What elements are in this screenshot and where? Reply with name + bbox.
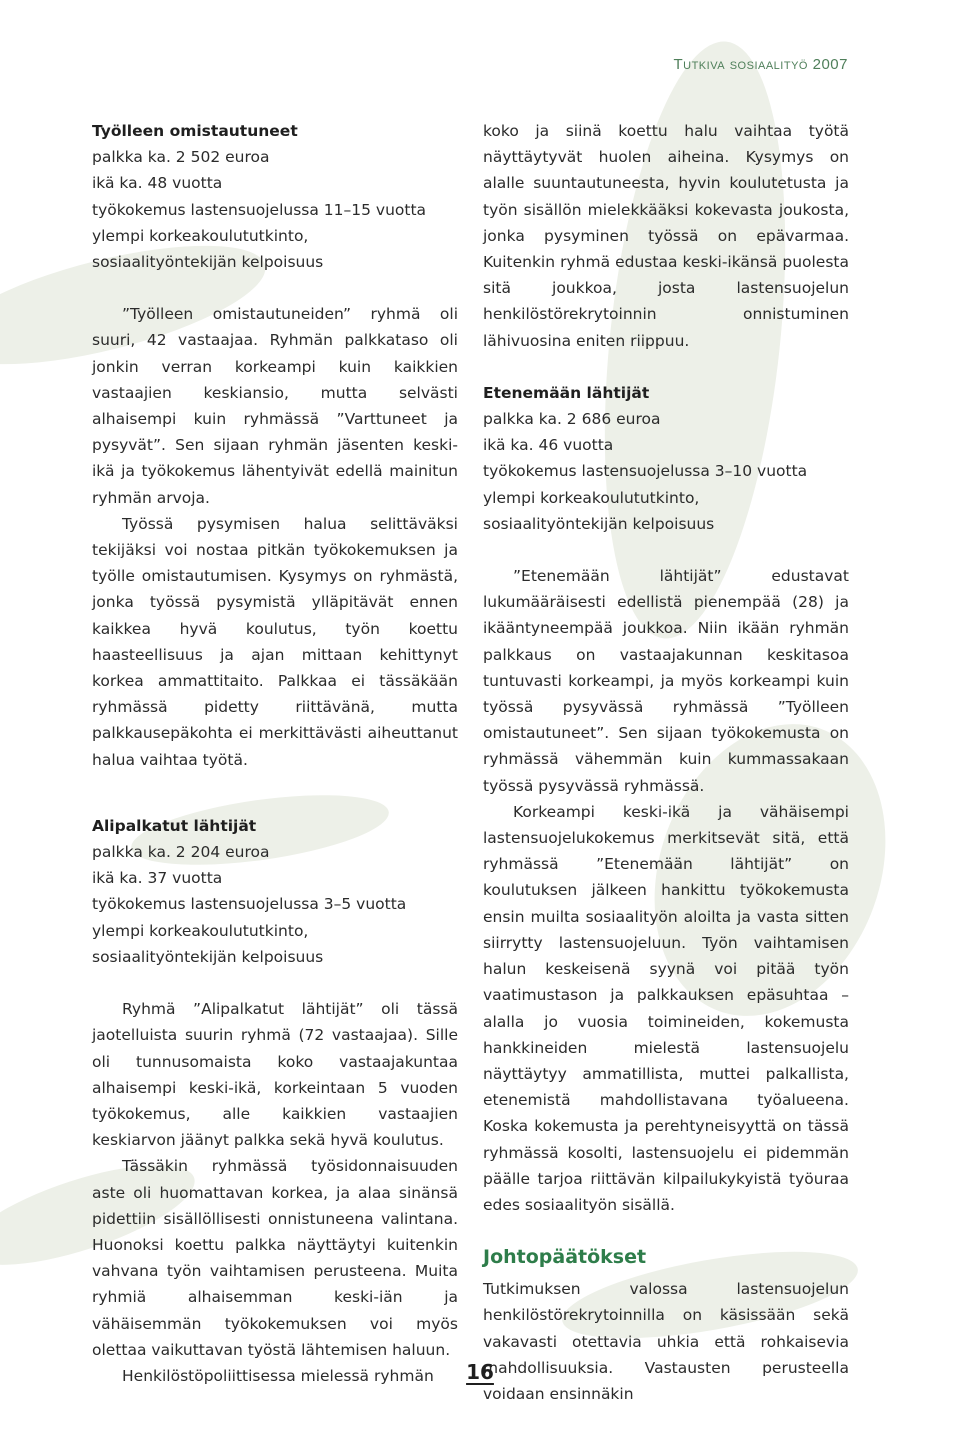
profile-line: palkka ka. 2 204 euroa [92,843,270,862]
profile-line: työkokemus lastensuojelussa 11–15 vuotta [92,200,427,219]
paragraph: Tässäkin ryhmässä työsidonnaisuuden aste oli huomattavan korkea, ja alaa sinänsä pidettiin sisällöllisesti onnistuneena valintana. Huonoksi koettu palkka näyttäytyi kuitenkin vahvana työn vaihtamisen perusteena. Muita ryhmiä alhaisemman keski-iän ja vähäisemmän työkokemuksen voi myös olettaa vaikuttavan työstä lähtemisen haluun. [92,1157,458,1359]
section-title: Johtopäätökset [483,1246,647,1269]
paragraph: Henkilöstöpoliittisessa mielessä ryhmän [122,1366,434,1385]
paragraph: Tutkimuksen valossa lastensuojelun henkilöstörekrytoinnilla on käsissään sekä vakavasti otettavia uhkia että rohkaisevia mahdollisuuksia. Vastausten perusteella voidaan ensinnäkin [483,1280,849,1403]
group-profile-etenemaan [483,380,849,537]
profile-line: työkokemus lastensuojelussa 3–5 vuotta [92,895,407,914]
left-column [92,118,458,1389]
profile-line: työkokemus lastensuojelussa 3–10 vuotta [483,462,808,481]
profile-line: ylempi korkeakoulututkinto, [483,488,700,507]
profile-line: sosiaalityöntekijän kelpoisuus [92,947,324,966]
profile-line: ikä ka. 37 vuotta [92,869,223,888]
profile-line: ikä ka. 48 vuotta [92,174,223,193]
page-number: 16 [466,1360,494,1384]
paragraph: Korkeampi keski-ikä ja vähäisempi lastensuojelukokemus merkitsevät sitä, että ryhmässä ”Etenemään lähtijät” on koulutuksen jälkeen hankittu työkokemusta ensin muilta sosiaalityön aloilta ja vasta sitten siirrytty lastensuojeluun. Työn vaihtamisen halun keskeisenä syynä voi pitää työn vaatimustason ja palkkauksen epäsuhtaa – alalla jo vuosia toimineiden, kokemusta hankkineiden mielestä lastensuojelu näyttäytyy ammatillista, muttei palkallista, etenemistä mahdollistavana työalueena. Koska kokemusta ja perehtyneisyyttä on tässä ryhmässä kosolti, lastensuojelu ei pidemmän päälle tarjoa riittävän kilpailukykyistä työuraa edes sosiaalityön sisällä. [483,802,849,1214]
paragraph: Ryhmä ”Alipalkatut lähtijät” oli tässä jaotelluista suurin ryhmä (72 vastaajaa). Sille oli tunnusomaista koko vastaajakuntaa alhaisempi keski-ikä, korkeintaan 5 vuoden työkokemus, alle kaikkien vastaajien keskiarvon jäänyt palkka sekä hyvä koulutus. [92,1000,458,1150]
profile-line: palkka ka. 2 502 euroa [92,148,270,167]
paragraph: ”Työlleen omistautuneiden” ryhmä oli suuri, 42 vastaajaa. Ryhmän palkkataso oli jonkin verran korkeampi kuin kaikkien vastaajien keskiansio, mutta selvästi alhaisempi kuin ryhmässä ”Varttuneet ja pysyvät”. Sen sijaan ryhmän jäsenten keski-ikä ja työkokemus lähentyivät edellä mainitun ryhmän arvoja. [92,305,458,507]
paragraph: ”Etenemään lähtijät” edustavat lukumääräisesti edellistä pienempää (28) ja ikääntyneempää joukkoa. Niin ikään ryhmän palkkaus on vastaajakunnan keskitasoa tuntuvasti korkeampi, ja myös korkeampi kuin työssä pysyvässä ryhmässä ”Työlleen omistautuneet”. Sen sijaan työkokemusta on ryhmässä vähemmän kuin kummassakaan työssä pysyvässä ryhmässä. [483,567,849,795]
group-title: Alipalkatut lähtijät [92,816,257,835]
profile-line: sosiaalityöntekijän kelpoisuus [92,253,324,272]
profile-line: sosiaalityöntekijän kelpoisuus [483,514,715,533]
group-title: Etenemään lähtijät [483,383,650,402]
group-title: Työlleen omistautuneet [92,122,298,140]
profile-line: ikä ka. 46 vuotta [483,436,614,455]
profile-line: ylempi korkeakoulututkinto, [92,921,309,940]
group-profile-alipalkatut [92,813,458,970]
paragraph: Työssä pysymisen halua selittäväksi tekijäksi voi nostaa pitkän työkokemuksen ja työlle omistautumisen. Kysymys on ryhmästä, jonka työssä pysymistä ylläpitävät ennen kaikkea hyvä koulutus, työn koettu haasteellisuus ja ajan mittaan kehittynyt korkea ammattitaito. Palkkaa ei tässäkään ryhmässä pidetty riittävänä, mutta palkkausepäkohta ei merkittävästi aiheuttanut halua vaihtaa työtä. [92,514,458,769]
profile-line: ylempi korkeakoulututkinto, [92,226,309,245]
profile-line: palkka ka. 2 686 euroa [483,410,661,429]
paragraph: koko ja siinä koettu halu vaihtaa työtä näyttäytyvät huolen aiheina. Kysymys on alalle suuntautuneesta, hyvin koulutetusta ja työn sisällön mielekkääksi kokevasta joukosta, jonka pysyminen työssä on epävarmaa. Kuitenkin ryhmä edustaa keski-ikänsä puolesta sitä joukkoa, josta lastensuojelun henkilöstörekrytoinnin onnistuminen lähivuosina eniten riippuu. [483,122,849,350]
running-header: Tutkiva sosiaalityö 2007 [673,56,848,73]
group-profile-omistautuneet [92,118,458,275]
right-column [483,118,849,1407]
